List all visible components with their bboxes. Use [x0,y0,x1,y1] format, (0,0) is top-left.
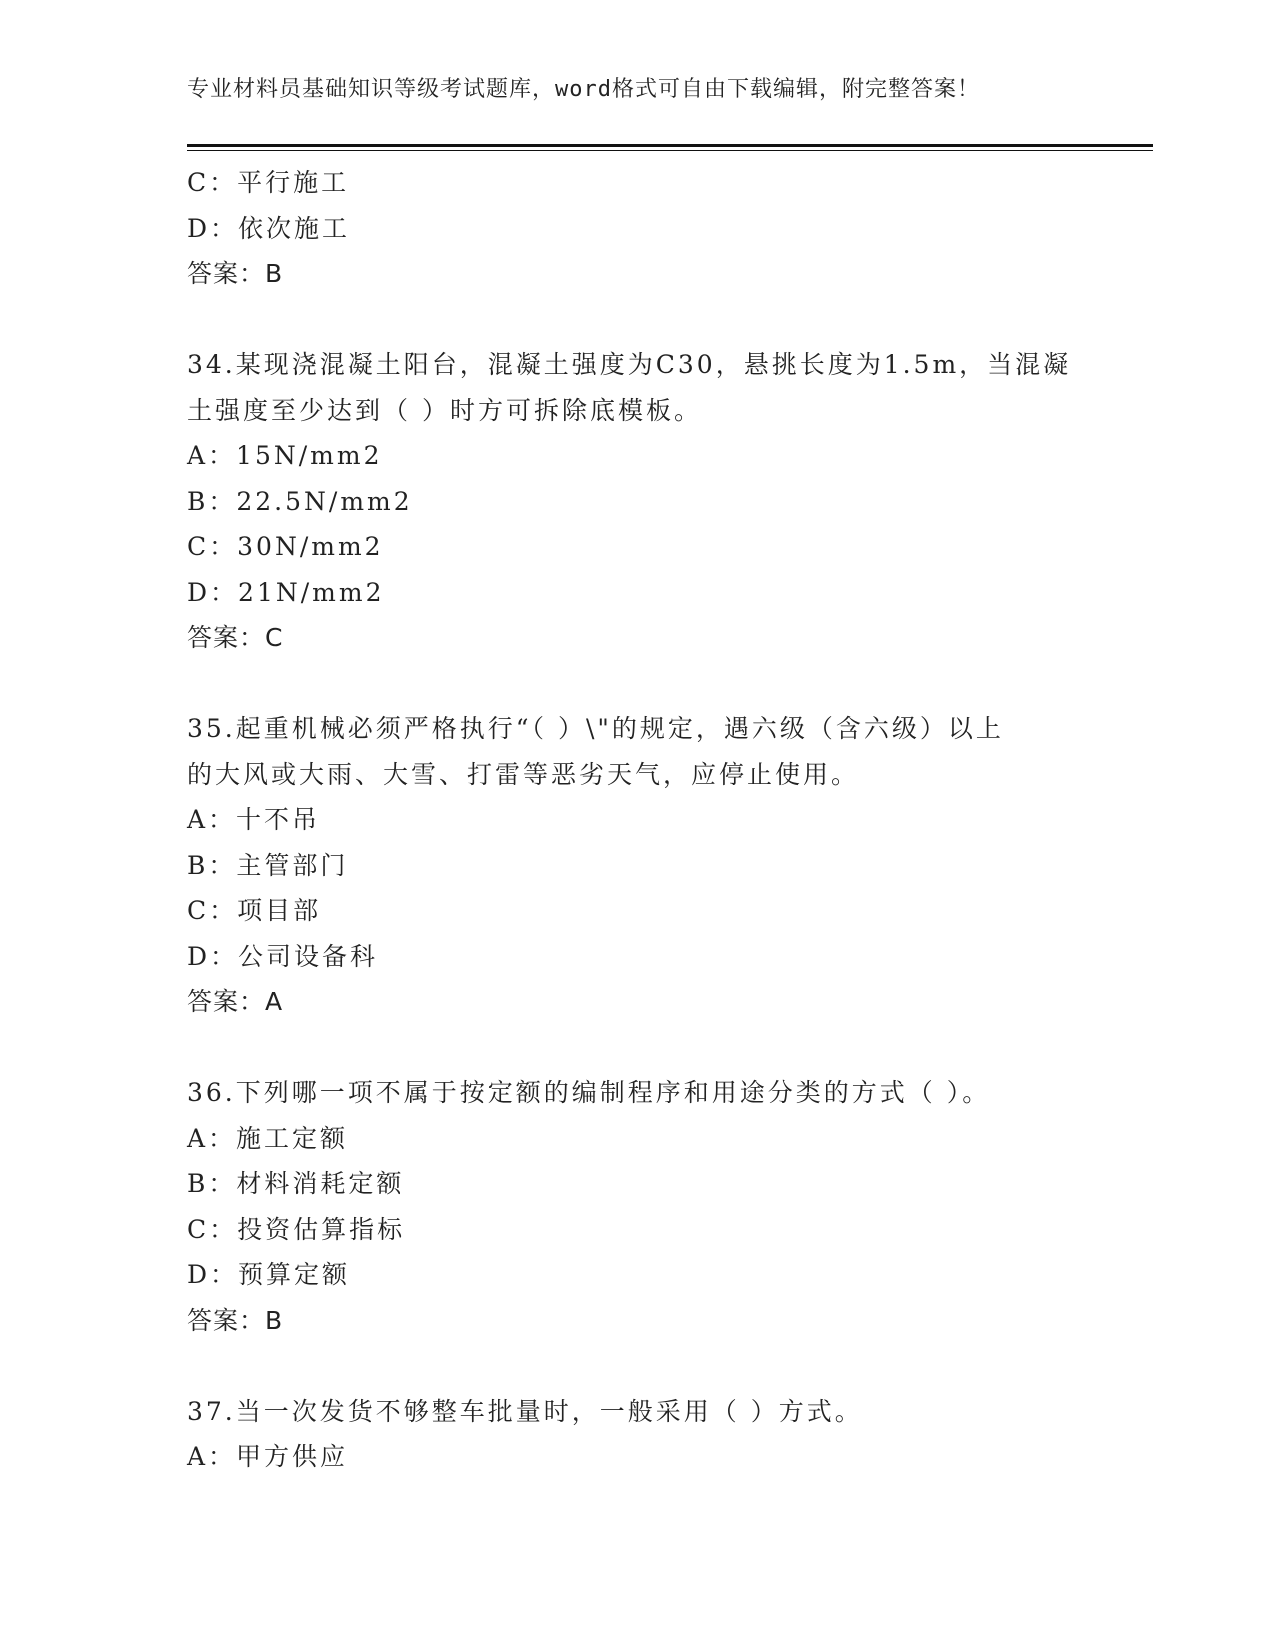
option-d: D：21N/mm2 [187,577,385,607]
option-a: A：施工定额 [187,1123,349,1153]
option-c: C：投资估算指标 [187,1214,406,1244]
answer-line: 答案：B [187,259,284,288]
answer-line: 答案：B [187,1305,284,1335]
spacer [187,661,1087,707]
option-d: D：依次施工 [187,213,351,243]
option-b: B：材料消耗定额 [187,1169,405,1198]
option-c: C：项目部 [187,896,322,925]
question-content [187,160,1087,1480]
option-c: C：平行施工 [187,168,350,197]
header-divider-thick [187,144,1153,147]
page-header: 专业材料员基础知识等级考试题库，word格式可自由下载编辑，附完整答案！ [187,77,980,102]
option-b: B：主管部门 [187,850,349,880]
question-stem: 37.当一次发货不够整车批量时，一般采用（ ）方式。 [187,1396,863,1426]
spacer [187,1025,1087,1071]
question-stem-continued: 土强度至少达到（ ）时方可拆除底模板。 [187,395,702,425]
question-stem: 34.某现浇混凝土阳台，混凝土强度为C30，悬挑长度为1.5m，当混凝 [187,350,1072,379]
option-d: D：公司设备科 [187,941,379,971]
option-b: B：22.5N/mm2 [187,486,413,516]
option-a: A：甲方供应 [187,1442,349,1471]
header-divider-thin [187,150,1153,151]
answer-line: 答案：C [187,623,284,652]
option-c: C：30N/mm2 [187,532,384,561]
option-a: A：十不吊 [187,805,321,834]
question-stem: 36.下列哪一项不属于按定额的编制程序和用途分类的方式（ ）。 [187,1078,991,1107]
spacer [187,297,1087,343]
option-a: A：15N/mm2 [187,441,383,470]
question-stem-continued: 的大风或大雨、大雪、打雷等恶劣天气，应停止使用。 [187,759,860,789]
option-d: D：预算定额 [187,1260,351,1289]
question-stem: 35.起重机械必须严格执行“（ ）\"的规定，遇六级（含六级）以上 [187,714,1004,743]
answer-line: 答案：A [187,987,284,1016]
spacer [187,1343,1087,1389]
